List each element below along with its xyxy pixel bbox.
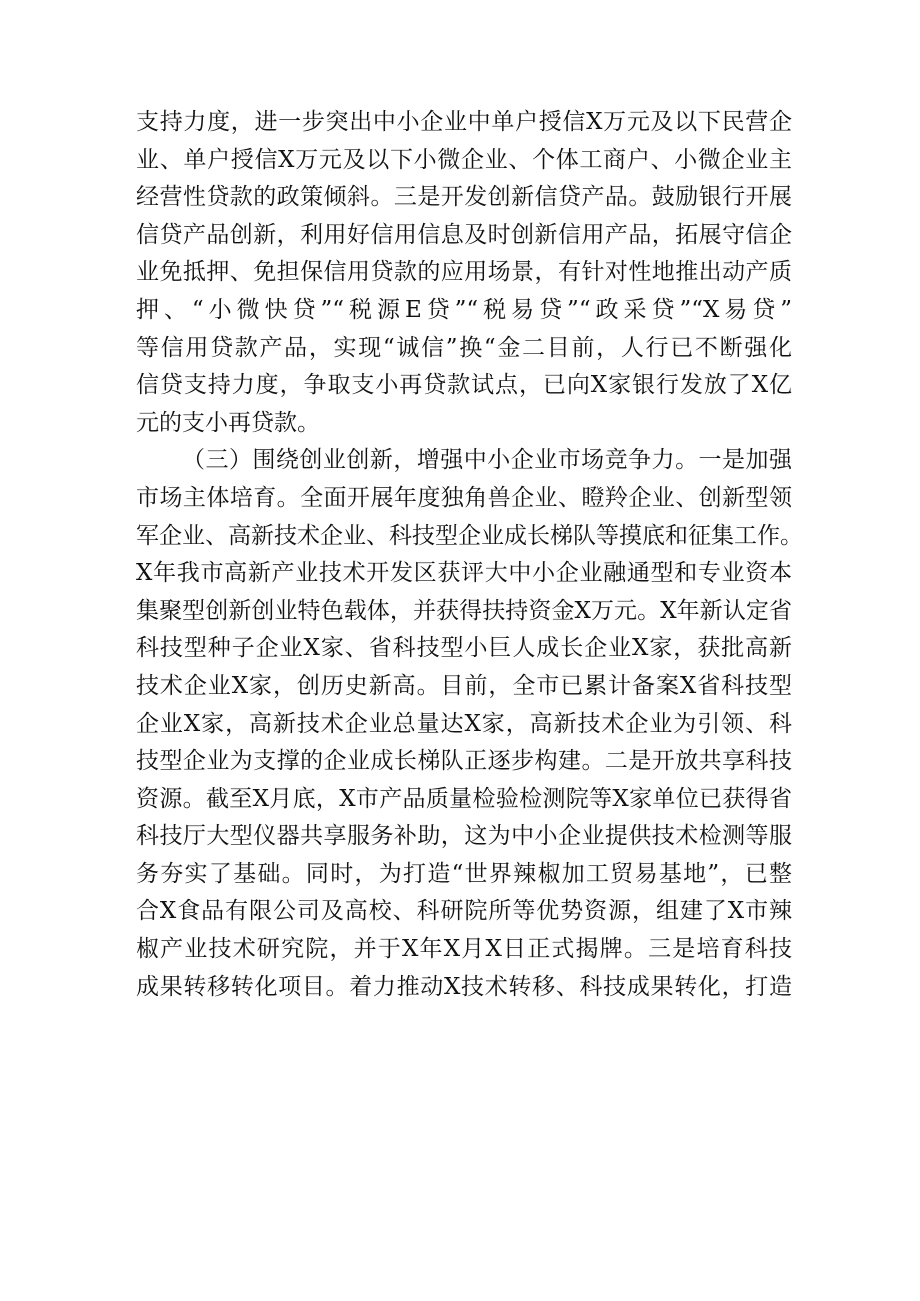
text-line: 成果转移转化项目。着力推动X技术转移、科技成果转化，打造 xyxy=(136,973,792,1000)
text-line: 科技厅大型仪器共享服务补助，这为中小企业提供技术检测等服 xyxy=(136,823,792,850)
text-line: 技型企业为支撑的企业成长梯队正逐步构建。二是开放共享科技 xyxy=(136,748,792,775)
text-line: 科技型种子企业X家、省科技型小巨人成长企业X家，获批高新 xyxy=(136,635,792,662)
text-line: 支持力度，进一步突出中小企业中单户授信X万元及以下民营企 xyxy=(136,109,792,135)
text-line: 信贷产品创新，利用好信用信息及时创新信用产品，拓展守信企 xyxy=(136,221,792,248)
text-line: 军企业、高新技术企业、科技型企业成长梯队等摸底和征集工作。 xyxy=(136,522,803,549)
text-line: 信贷支持力度，争取支小再贷款试点，已向X家银行发放了X亿 xyxy=(136,372,792,399)
text-line: 集聚型创新创业特色载体，并获得扶持资金X万元。X年新认定省 xyxy=(136,597,792,624)
section-heading-line: （三）围绕创业创新，增强中小企业市场竞争力。一是加强 xyxy=(182,447,792,474)
text-line: 合X食品有限公司及高校、科研院所等优势资源，组建了X市辣 xyxy=(136,898,792,925)
text-line: 企业X家，高新技术企业总量达X家，高新技术企业为引领、科 xyxy=(136,710,792,737)
text-line: 经营性贷款的政策倾斜。三是开发创新信贷产品。鼓励银行开展 xyxy=(136,184,792,211)
text-line: 技术企业X家，创历史新高。目前，全市已累计备案X省科技型 xyxy=(136,672,792,699)
text-line: 务夯实了基础。同时，为打造“世界辣椒加工贸易基地”，已整 xyxy=(136,860,792,887)
paragraph-innovation xyxy=(136,442,803,1006)
text-line: 业免抵押、免担保信用贷款的应用场景，有针对性地推出动产质 xyxy=(136,259,792,286)
text-line: X年我市高新产业技术开发区获评大中小企业融通型和专业资本 xyxy=(136,560,792,587)
text-line: 业、单户授信X万元及以下小微企业、个体工商户、小微企业主 xyxy=(136,146,792,173)
text-line: 市场主体培育。全面开展年度独角兽企业、瞪羚企业、创新型领 xyxy=(136,484,792,511)
text-line: 椒产业技术研究院，并于X年X月X日正式揭牌。三是培育科技 xyxy=(136,936,792,963)
paragraph-credit-support xyxy=(136,104,792,442)
text-line: 元的支小再贷款。 xyxy=(136,409,320,436)
text-line: 等信用贷款产品，实现“诚信”换“金二目前，人行已不断强化 xyxy=(136,334,792,361)
text-line: 资源。截至X月底，X市产品质量检验检测院等X家单位已获得省 xyxy=(136,785,792,812)
document-body xyxy=(136,104,803,1006)
text-line: 押、“小微快贷”“税源E贷”“税易贷”“政采贷”“X易贷” xyxy=(136,296,792,323)
